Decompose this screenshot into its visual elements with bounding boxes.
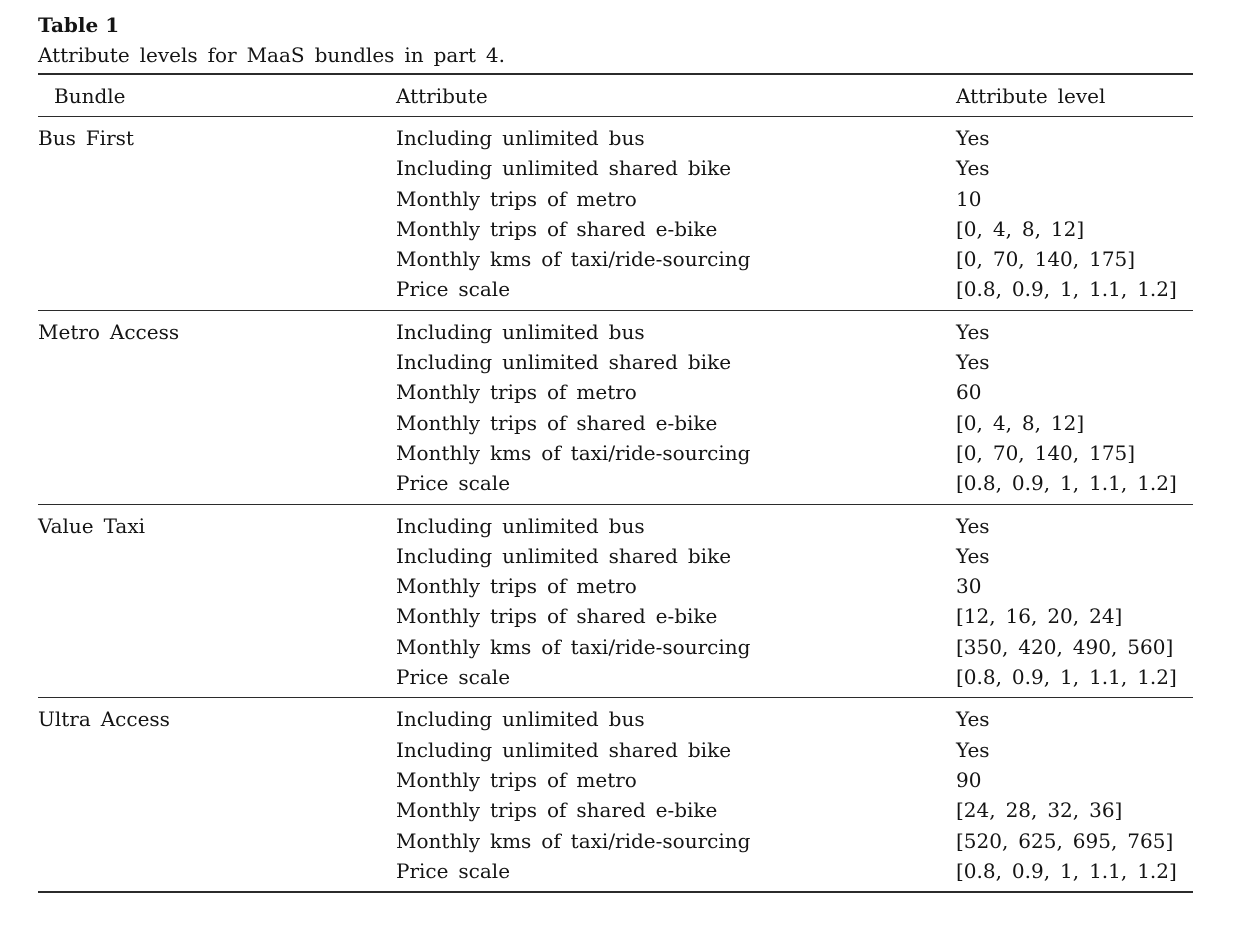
attribute-cell: Monthly kms of taxi/ride-sourcing [396, 247, 751, 272]
bundle-group-ultra-access [38, 698, 1193, 892]
table-label: Table 1 [38, 13, 120, 37]
maas-bundles-table [38, 73, 1193, 893]
level-cell: 30 [956, 574, 982, 599]
level-cell: 60 [956, 380, 982, 405]
attribute-cell: Price scale [396, 858, 511, 883]
attribute-cell: Monthly trips of metro [396, 767, 637, 792]
attribute-cell: Monthly kms of taxi/ride-sourcing [396, 634, 751, 659]
attribute-cell: Price scale [396, 471, 511, 496]
attribute-cell: Monthly trips of shared e-bike [396, 216, 718, 241]
attribute-cell: Monthly trips of metro [396, 186, 637, 211]
bundle-name: Bus First [38, 126, 134, 150]
attribute-cell: Including unlimited bus [396, 707, 645, 732]
level-cell: Yes [956, 350, 990, 375]
attribute-cell: Including unlimited bus [396, 319, 645, 344]
attribute-cell: Including unlimited bus [396, 513, 645, 538]
level-cell: [0.8, 0.9, 1, 1.1, 1.2] [956, 277, 1177, 302]
level-cell: [12, 16, 20, 24] [956, 604, 1123, 629]
level-cell: Yes [956, 156, 990, 181]
level-cell: [0.8, 0.9, 1, 1.1, 1.2] [956, 858, 1177, 883]
level-cell: Yes [956, 319, 990, 344]
level-cell: [0, 70, 140, 175] [956, 247, 1136, 272]
table-row [38, 117, 1193, 154]
table-row [38, 310, 1193, 347]
level-cell: [0, 4, 8, 12] [956, 216, 1085, 241]
attribute-cell: Monthly trips of metro [396, 380, 637, 405]
attribute-cell: Monthly kms of taxi/ride-sourcing [396, 828, 751, 853]
attribute-cell: Monthly trips of shared e-bike [396, 798, 718, 823]
col-header-bundle: Bundle [38, 74, 396, 117]
bundle-name: Metro Access [38, 319, 180, 344]
level-cell: [0, 4, 8, 12] [956, 410, 1085, 435]
col-header-attribute: Attribute [396, 74, 956, 117]
level-cell: [350, 420, 490, 560] [956, 634, 1174, 659]
table-row [38, 504, 1193, 541]
table-row [38, 698, 1193, 735]
bundle-group-bus-first [38, 117, 1193, 311]
bundle-name: Ultra Access [38, 707, 170, 732]
table-1-block [38, 10, 1193, 893]
col-header-attribute-level: Attribute level [956, 74, 1193, 117]
attribute-cell: Monthly trips of shared e-bike [396, 604, 718, 629]
level-cell: Yes [956, 707, 990, 732]
bundle-name: Value Taxi [38, 513, 145, 538]
level-cell: Yes [956, 737, 990, 762]
attribute-cell: Including unlimited bus [396, 126, 645, 150]
level-cell: 90 [956, 767, 982, 792]
level-cell: Yes [956, 513, 990, 538]
level-cell: [0.8, 0.9, 1, 1.1, 1.2] [956, 471, 1177, 496]
level-cell: [0, 70, 140, 175] [956, 440, 1136, 465]
bundle-group-metro-access [38, 310, 1193, 504]
table-header [38, 74, 1193, 117]
table-caption: Attribute levels for MaaS bundles in part 4. [38, 43, 505, 67]
level-cell: [0.8, 0.9, 1, 1.1, 1.2] [956, 665, 1177, 690]
attribute-cell: Price scale [396, 665, 511, 690]
attribute-cell: Including unlimited shared bike [396, 156, 732, 181]
attribute-cell: Including unlimited shared bike [396, 737, 732, 762]
header-row [38, 74, 1193, 117]
attribute-cell: Including unlimited shared bike [396, 350, 732, 375]
attribute-cell: Monthly kms of taxi/ride-sourcing [396, 440, 751, 465]
attribute-cell: Including unlimited shared bike [396, 543, 732, 568]
level-cell: Yes [956, 126, 990, 150]
bundle-group-value-taxi [38, 504, 1193, 698]
level-cell: [24, 28, 32, 36] [956, 798, 1123, 823]
attribute-cell: Monthly trips of shared e-bike [396, 410, 718, 435]
level-cell: 10 [956, 186, 982, 211]
level-cell: Yes [956, 543, 990, 568]
level-cell: [520, 625, 695, 765] [956, 828, 1174, 853]
attribute-cell: Monthly trips of metro [396, 574, 637, 599]
attribute-cell: Price scale [396, 277, 511, 302]
